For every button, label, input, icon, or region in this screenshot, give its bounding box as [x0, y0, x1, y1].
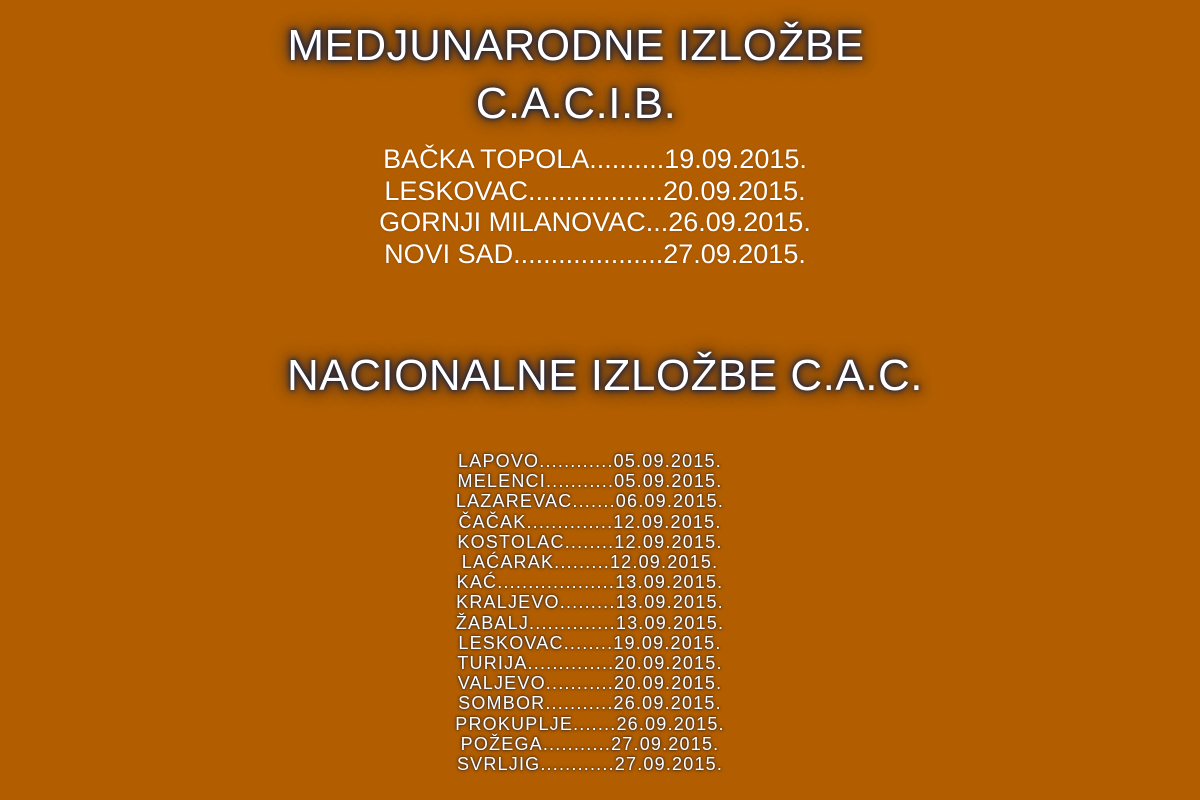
national-show-item: ČAČAK..............12.09.2015.: [458, 511, 722, 532]
national-show-item: POŽEGA...........27.09.2015.: [460, 733, 720, 754]
national-show-item: KOSTOLAC........12.09.2015.: [457, 531, 723, 552]
national-show-item: LESKOVAC........19.09.2015.: [458, 632, 722, 653]
national-show-item: VALJEVO...........20.09.2015.: [457, 673, 723, 694]
national-show-item: SOMBOR...........26.09.2015.: [458, 693, 722, 714]
national-show-item: TURIJA..............20.09.2015.: [457, 653, 723, 674]
national-show-item: LAĆARAK.........12.09.2015.: [461, 552, 719, 573]
international-show-list: [0, 144, 1190, 270]
national-show-item: LAPOVO............05.09.2015.: [458, 451, 722, 471]
international-show-item: BAČKA TOPOLA..........19.09.2015.: [383, 144, 807, 174]
national-show-item: PROKUPLJE.......26.09.2015.: [455, 713, 725, 734]
national-show-item: KRALJEVO.........13.09.2015.: [456, 592, 724, 613]
international-title-line-1: MEDJUNARODNE IZLOŽBE: [287, 21, 865, 70]
national-show-item: LAZAREVAC.......06.09.2015.: [455, 491, 725, 512]
national-title: NACIONALNE IZLOŽBE C.A.C.: [287, 351, 923, 400]
international-show-item: NOVI SAD....................27.09.2015.: [384, 238, 806, 269]
national-show-item: KAĆ...................13.09.2015.: [456, 572, 724, 593]
national-show-list: [0, 451, 1180, 774]
international-title-line-2: C.A.C.I.B.: [475, 79, 677, 128]
national-show-item: SVRLJIG............27.09.2015.: [456, 754, 724, 775]
national-show-item: MELENCI...........05.09.2015.: [457, 471, 723, 492]
international-show-item: GORNJI MILANOVAC...26.09.2015.: [379, 207, 811, 237]
national-show-item: ŽABALJ..............13.09.2015.: [455, 612, 725, 633]
international-show-item: LESKOVAC..................20.09.2015.: [384, 175, 806, 206]
